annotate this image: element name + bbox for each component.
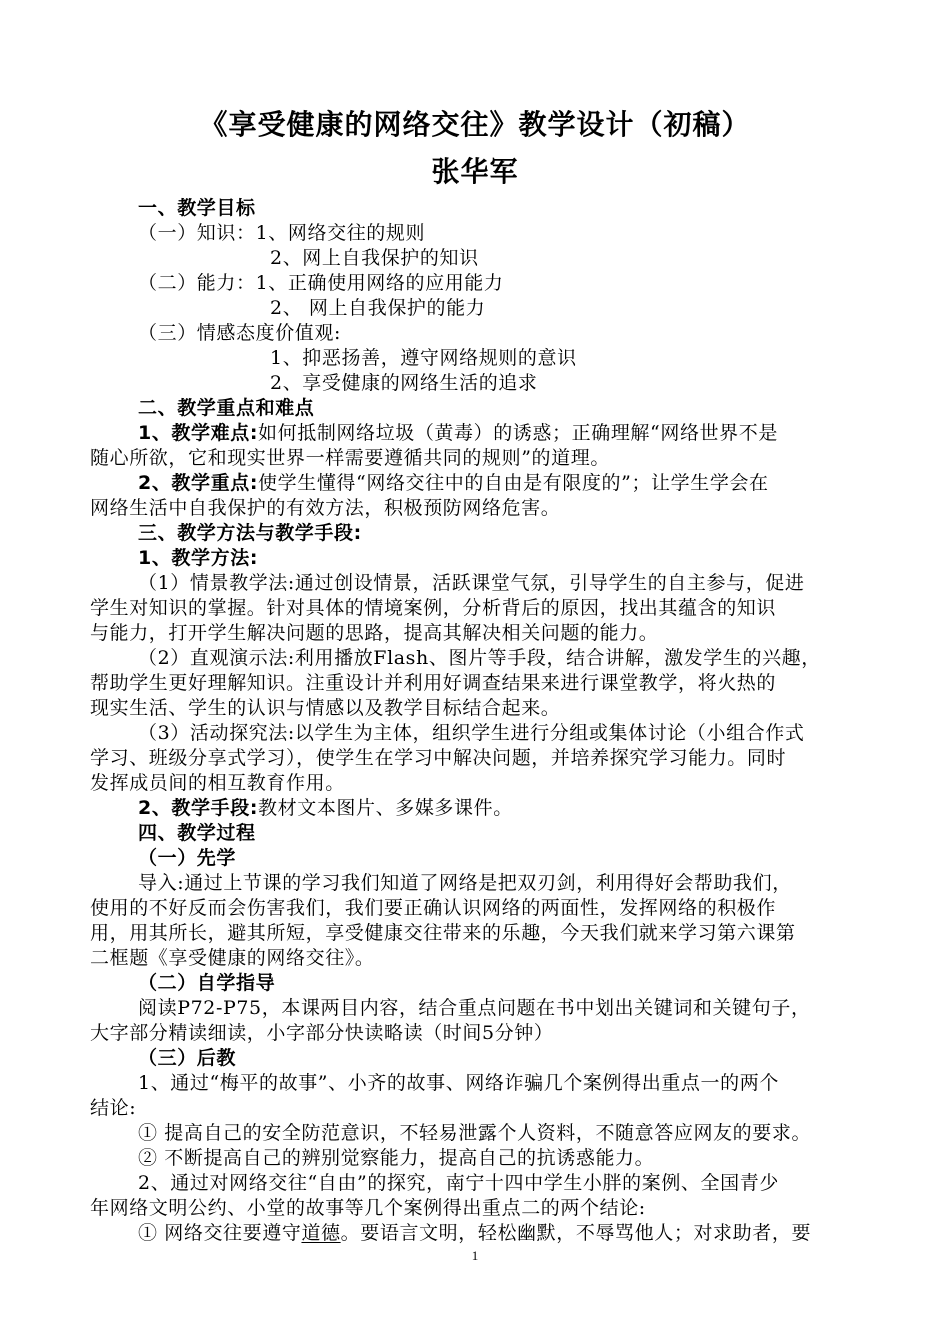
- line-text: 阅读P72-P75，本课两目内容，结合重点问题在书中划出关键词和关键句子，: [138, 997, 811, 1019]
- body-line: [90, 897, 776, 919]
- body-line: [138, 1072, 779, 1094]
- body-line: [138, 222, 425, 244]
- line-text-prefix: ① 网络交往要遵守: [138, 1222, 302, 1244]
- body-line: [90, 447, 610, 469]
- line-text: 2、享受健康的网络生活的追求: [270, 372, 538, 394]
- line-text: （3）活动探究法:以学生为主体，组织学生进行分组或集体讨论（小组合作式: [138, 722, 805, 744]
- body-line: [270, 372, 538, 394]
- line-text: 如何抵制网络垃圾（黄毒）的诱惑；正确理解“网络世界不是: [258, 422, 778, 444]
- line-text: ① 提高自己的安全防范意识，不轻易泄露个人资料，不随意答应网友的要求。: [138, 1122, 812, 1144]
- line-text: 大字部分精读细读，小字部分快读略读（时间5分钟）: [90, 1022, 554, 1044]
- inline-label: 2、教学手段:: [138, 797, 259, 819]
- line-text: 学习、班级分享式学习），使学生在学习中解决问题，并培养探究学习能力。同时: [90, 747, 787, 769]
- body-line: [90, 747, 786, 769]
- line-text: 。要语言文明，轻松幽默，不辱骂他人；对求助者，要: [340, 1222, 812, 1244]
- line-text: 现实生活、学生的认识与情感以及教学目标结合起来。: [90, 697, 561, 719]
- line-text: 2、 网上自我保护的能力: [270, 297, 486, 319]
- document-author: 张华军: [431, 155, 519, 188]
- line-text: 帮助学生更好理解知识。注重设计并利用好调查结果来进行课堂教学，将火热的: [90, 672, 777, 694]
- section-heading: 四、教学过程: [138, 822, 256, 844]
- body-line: [138, 1172, 779, 1194]
- line-text: 1、通过“梅平的故事”、小齐的故事、网络诈骗几个案例得出重点一的两个: [138, 1072, 779, 1094]
- body-line: [90, 497, 560, 519]
- document-title: 《享受健康的网络交往》教学设计（初稿）: [199, 108, 751, 141]
- body-line: [90, 672, 776, 694]
- inline-label: 2、教学重点:: [138, 472, 259, 494]
- body-line: [90, 597, 776, 619]
- line-text: 二框题《享受健康的网络交往》。: [90, 947, 375, 969]
- line-text: 年网络文明公约、小堂的故事等几个案例得出重点二的两个结论:: [90, 1197, 646, 1219]
- line-text: 结论:: [90, 1097, 137, 1119]
- line-text: 使用的不好反而会伤害我们，我们要正确认识网络的两面性，发挥网络的积极作: [90, 897, 777, 919]
- line-text: 发挥成员间的相互教育作用。: [90, 772, 345, 794]
- section-heading: 三、教学方法与教学手段:: [138, 522, 362, 544]
- body-line: [138, 1147, 654, 1169]
- body-line: [270, 247, 479, 269]
- body-line: [90, 772, 345, 794]
- line-text: （二）能力：1、正确使用网络的应用能力: [138, 272, 504, 294]
- body-line: [138, 722, 805, 744]
- line-text: ② 不断提高自己的辨别觉察能力，提高自己的抗诱惑能力。: [138, 1147, 655, 1169]
- line-text: 学生对知识的掌握。针对具体的情境案例，分析背后的原因，找出其蕴含的知识: [90, 597, 777, 619]
- line-text: 2、通过对网络交往“自由”的探究，南宁十四中学生小胖的案例、全国青少: [138, 1172, 779, 1194]
- section-heading: 二、教学重点和难点: [138, 397, 315, 419]
- body-line: [270, 297, 485, 319]
- line-text: （三）情感态度价值观:: [138, 322, 342, 344]
- line-text: 教材文本图片、多媒多课件。: [258, 797, 513, 819]
- line-text: （2）直观演示法:利用播放Flash、图片等手段，结合讲解，激发学生的兴趣，: [138, 647, 821, 669]
- body-line: [138, 1122, 811, 1144]
- body-line: [138, 472, 769, 494]
- body-line: [90, 1197, 646, 1219]
- section-heading: （一）先学: [138, 847, 237, 869]
- body-line: [138, 997, 811, 1019]
- section-heading: 1、教学方法:: [138, 547, 259, 569]
- section-heading: （三）后教: [138, 1047, 237, 1069]
- body-line: [90, 1022, 554, 1044]
- line-text: 用，用其所长，避其所短，享受健康交往带来的乐趣，今天我们就来学习第六课第: [90, 922, 796, 944]
- body-line: [90, 922, 796, 944]
- line-text: 与能力，打开学生解决问题的思路，提高其解决相关问题的能力。: [90, 622, 659, 644]
- body-line: [90, 697, 560, 719]
- line-text: 1、抑恶扬善，遵守网络规则的意识: [270, 347, 577, 369]
- body-line: [138, 322, 341, 344]
- line-text: 2、网上自我保护的知识: [270, 247, 479, 269]
- line-text: 网络生活中自我保护的有效方法，积极预防网络危害。: [90, 497, 561, 519]
- line-text: （1）情景教学法:通过创设情景，活跃课堂气氛，引导学生的自主参与，促进: [138, 572, 805, 594]
- body-line: [138, 572, 805, 594]
- section-heading: （二）自学指导: [138, 972, 276, 994]
- body-line: [138, 272, 504, 294]
- body-line: [138, 422, 778, 444]
- body-line: [90, 947, 375, 969]
- body-line: [138, 872, 792, 894]
- inline-label: 1、教学难点:: [138, 422, 259, 444]
- underlined-term: 道德: [301, 1222, 341, 1244]
- line-text: （一）知识：1、网络交往的规则: [138, 222, 426, 244]
- body-line: [270, 347, 577, 369]
- page-number: 1: [471, 1248, 479, 1263]
- line-text: 随心所欲，它和现实世界一样需要遵循共同的规则”的道理。: [90, 447, 610, 469]
- line-text: 使学生懂得“网络交往中的自由是有限度的”；让学生学会在: [258, 472, 769, 494]
- body-line: [138, 647, 821, 669]
- body-line: [138, 797, 513, 819]
- body-line: [90, 1097, 136, 1119]
- section-heading: 一、教学目标: [138, 197, 256, 219]
- body-line: [138, 1222, 811, 1244]
- body-line: [90, 622, 658, 644]
- line-text: 导入:通过上节课的学习我们知道了网络是把双刃剑，利用得好会帮助我们，: [138, 872, 792, 894]
